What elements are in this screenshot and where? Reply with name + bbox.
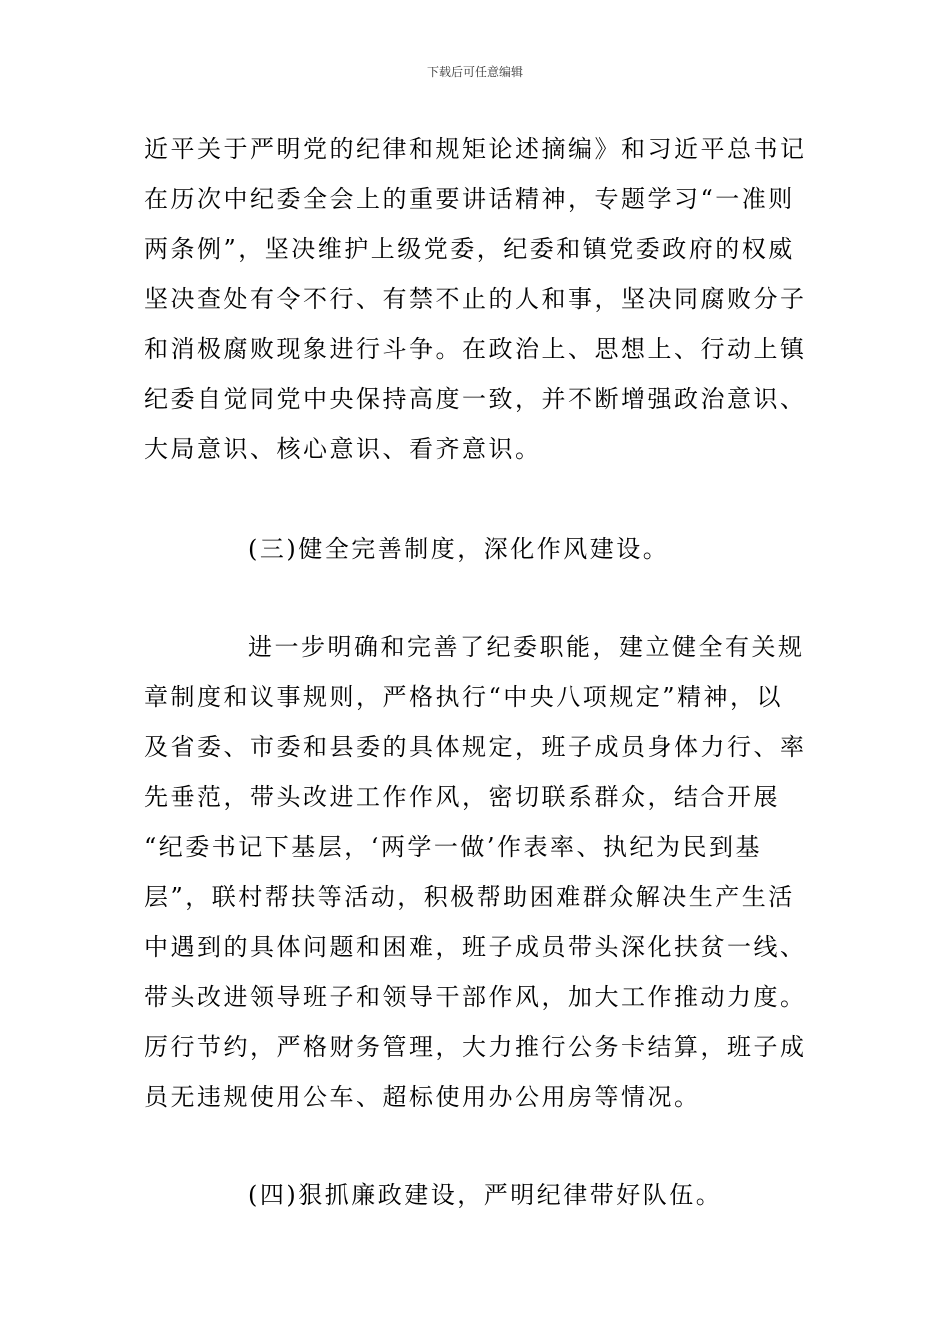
paragraph-line: 中遇到的具体问题和困难，班子成员带头深化扶贫一线、 <box>144 933 807 961</box>
paragraph-line: 近平关于严明党的纪律和规矩论述摘编》和习近平总书记 <box>144 135 807 163</box>
paragraph-line: 章制度和议事规则，严格执行“中央八项规定”精神，以 <box>144 683 784 711</box>
paragraph-line: 和消极腐败现象进行斗争。在政治上、思想上、行动上镇 <box>144 335 807 363</box>
paragraph-line: 先垂范，带头改进工作作风，密切联系群众，结合开展 <box>144 783 780 811</box>
paragraph-line: 大局意识、核心意识、看齐意识。 <box>144 435 542 463</box>
paragraph-line: 在历次中纪委全会上的重要讲话精神，专题学习“一准则 <box>144 185 795 213</box>
paragraph-line: “纪委书记下基层，‘两学一做’作表率、执纪为民到基 <box>144 833 763 861</box>
page-header-note: 下载后可任意编辑 <box>426 65 523 79</box>
section-heading-4: (四)狠抓廉政建设，严明纪律带好队伍。 <box>248 1181 723 1209</box>
paragraph-line: 带头改进领导班子和领导干部作风，加大工作推动力度。 <box>144 983 807 1011</box>
paragraph-line: 厉行节约，严格财务管理，大力推行公务卡结算，班子成 <box>144 1033 807 1061</box>
paragraph-line: 纪委自觉同党中央保持高度一致，并不断增强政治意识、 <box>144 385 807 413</box>
paragraph-line: 坚决查处有令不行、有禁不止的人和事，坚决同腐败分子 <box>144 285 807 313</box>
paragraph-line: 员无违规使用公车、超标使用办公用房等情况。 <box>144 1083 701 1111</box>
paragraph-line: 及省委、市委和县委的具体规定，班子成员身体力行、率 <box>144 733 807 761</box>
paragraph-line: 两条例”，坚决维护上级党委，纪委和镇党委政府的权威 <box>144 235 795 263</box>
paragraph-line: 进一步明确和完善了纪委职能，建立健全有关规 <box>248 633 805 661</box>
paragraph-line: 层”，联村帮扶等活动，积极帮助困难群众解决生产生活 <box>144 883 795 911</box>
section-heading-3: (三)健全完善制度，深化作风建设。 <box>248 535 670 563</box>
